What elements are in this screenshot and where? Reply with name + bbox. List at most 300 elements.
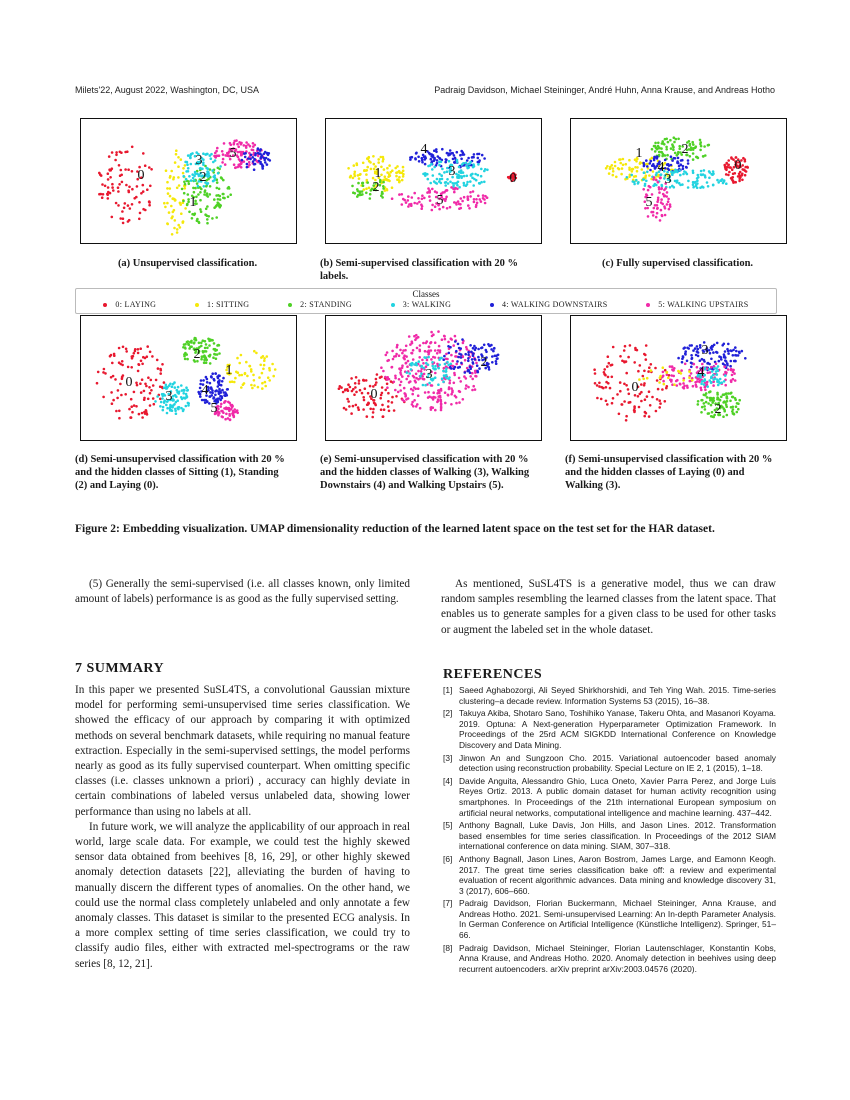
- embedding-point: [208, 355, 211, 358]
- embedding-point: [197, 185, 200, 188]
- embedding-point: [382, 185, 385, 188]
- legend-title: Classes: [412, 289, 440, 299]
- embedding-point: [625, 415, 628, 418]
- embedding-point: [723, 179, 726, 182]
- embedding-point: [429, 153, 432, 156]
- embedding-point: [253, 350, 256, 353]
- embedding-point: [660, 198, 663, 201]
- embedding-point: [194, 171, 197, 174]
- legend-label: 5: WALKING UPSTAIRS: [658, 300, 749, 309]
- embedding-point: [660, 209, 663, 212]
- embedding-point: [207, 338, 210, 341]
- embedding-point: [366, 166, 369, 169]
- embedding-point: [412, 349, 415, 352]
- embedding-point: [107, 197, 110, 200]
- embedding-point: [663, 205, 666, 208]
- embedding-point: [706, 181, 709, 184]
- embedding-point: [688, 376, 691, 379]
- embedding-point: [107, 172, 110, 175]
- embedding-point: [438, 161, 441, 164]
- embedding-point: [735, 405, 738, 408]
- embedding-point: [109, 355, 112, 358]
- cluster-label: 0: [125, 375, 133, 390]
- embedding-point: [392, 358, 395, 361]
- embedding-point: [724, 350, 727, 353]
- embedding-point: [658, 406, 661, 409]
- embedding-point: [690, 344, 693, 347]
- embedding-point: [222, 153, 225, 156]
- embedding-point: [477, 157, 480, 160]
- embedding-point: [741, 179, 744, 182]
- embedding-point: [401, 203, 404, 206]
- embedding-point: [660, 184, 663, 187]
- embedding-point: [430, 331, 433, 334]
- embedding-point: [170, 409, 173, 412]
- embedding-point: [198, 342, 201, 345]
- reference-item: [443, 820, 776, 852]
- embedding-point: [222, 158, 225, 161]
- embedding-point: [399, 371, 402, 374]
- embedding-point: [666, 385, 669, 388]
- embedding-point: [661, 388, 664, 391]
- embedding-point: [219, 198, 222, 201]
- embedding-point: [667, 141, 670, 144]
- embedding-point: [482, 194, 485, 197]
- embedding-point: [431, 384, 434, 387]
- embedding-point: [366, 415, 369, 418]
- embedding-point: [458, 207, 461, 210]
- embedding-point: [433, 166, 436, 169]
- embedding-point: [219, 395, 222, 398]
- embedding-point: [138, 218, 141, 221]
- embedding-point: [639, 161, 642, 164]
- section-title-summary: 7 SUMMARY: [75, 661, 165, 676]
- embedding-point: [728, 171, 731, 174]
- embedding-point: [457, 181, 460, 184]
- cluster-label: 2: [193, 347, 201, 362]
- embedding-point: [734, 346, 737, 349]
- embedding-point: [478, 182, 481, 185]
- embedding-point: [691, 379, 694, 382]
- embedding-point: [424, 391, 427, 394]
- embedding-point: [96, 382, 99, 385]
- embedding-point: [222, 179, 225, 182]
- embedding-point: [483, 344, 486, 347]
- embedding-point: [182, 175, 185, 178]
- embedding-point: [350, 377, 353, 380]
- caption-f: (f) Semi-unsupervised classification with 20 % and the hidden classes of Laying (0) and Walking (3).: [565, 454, 773, 491]
- embedding-point: [643, 165, 646, 168]
- embedding-point: [677, 138, 680, 141]
- embedding-point: [455, 396, 458, 399]
- embedding-point: [714, 377, 717, 380]
- embedding-point: [658, 399, 661, 402]
- embedding-point: [373, 163, 376, 166]
- embedding-point: [464, 371, 467, 374]
- embedding-point: [635, 175, 638, 178]
- embedding-point: [350, 175, 353, 178]
- embedding-point: [150, 168, 153, 171]
- embedding-point: [217, 344, 220, 347]
- embedding-point: [436, 352, 439, 355]
- embedding-point: [173, 209, 176, 212]
- embedding-point: [146, 188, 149, 191]
- embedding-point: [462, 171, 465, 174]
- embedding-point: [449, 363, 452, 366]
- embedding-point: [161, 393, 164, 396]
- embedding-point: [429, 164, 432, 167]
- embedding-point: [430, 408, 433, 411]
- embedding-point: [677, 357, 680, 360]
- embedding-point: [267, 376, 270, 379]
- embedding-point: [655, 179, 658, 182]
- embedding-point: [252, 142, 255, 145]
- embedding-point: [181, 188, 184, 191]
- embedding-point: [253, 158, 256, 161]
- embedding-point: [449, 149, 452, 152]
- embedding-point: [368, 187, 371, 190]
- embedding-point: [205, 167, 208, 170]
- embedding-point: [656, 155, 659, 158]
- embedding-point: [483, 170, 486, 173]
- embedding-point: [623, 361, 626, 364]
- embedding-point: [623, 400, 626, 403]
- embedding-point: [707, 372, 710, 375]
- embedding-point: [184, 187, 187, 190]
- embedding-point: [221, 410, 224, 413]
- running-header-left: Milets'22, August 2022, Washington, DC, USA: [75, 85, 259, 95]
- embedding-point: [249, 365, 252, 368]
- embedding-point: [449, 206, 452, 209]
- embedding-point: [610, 364, 613, 367]
- figure-caption: Figure 2: Embedding visualization. UMAP dimensionality reduction of the learned latent space on the test set for the HAR dataset.: [75, 523, 715, 535]
- embedding-point: [184, 347, 187, 350]
- embedding-point: [710, 415, 713, 418]
- embedding-point: [146, 355, 149, 358]
- embedding-point: [682, 382, 685, 385]
- embedding-point: [137, 348, 140, 351]
- running-header-right: Padraig Davidson, Michael Steininger, André Huhn, Anna Krause, and Andreas Hotho: [434, 85, 775, 95]
- embedding-point: [632, 180, 635, 183]
- embedding-point: [623, 383, 626, 386]
- embedding-point: [434, 376, 437, 379]
- embedding-point: [401, 364, 404, 367]
- embedding-point: [716, 380, 719, 383]
- embedding-point: [646, 395, 649, 398]
- embedding-point: [121, 210, 124, 213]
- embedding-point: [726, 400, 729, 403]
- embedding-point: [240, 154, 243, 157]
- embedding-point: [396, 171, 399, 174]
- cluster-label: 3: [448, 164, 456, 179]
- embedding-point: [676, 384, 679, 387]
- embedding-point: [711, 370, 714, 373]
- embedding-point: [630, 174, 633, 177]
- embedding-point: [176, 187, 179, 190]
- embedding-point: [697, 176, 700, 179]
- embedding-point: [466, 195, 469, 198]
- embedding-point: [338, 387, 341, 390]
- embedding-point: [467, 157, 470, 160]
- embedding-point: [723, 393, 726, 396]
- embedding-point: [216, 398, 219, 401]
- embedding-point: [263, 357, 266, 360]
- embedding-point: [690, 146, 693, 149]
- embedding-point: [207, 182, 210, 185]
- embedding-point: [200, 358, 203, 361]
- embedding-point: [142, 184, 145, 187]
- embedding-point: [181, 398, 184, 401]
- embedding-point: [401, 193, 404, 196]
- embedding-point: [670, 380, 673, 383]
- embedding-point: [427, 353, 430, 356]
- embedding-point: [611, 402, 614, 405]
- reference-item: [443, 776, 776, 818]
- embedding-point: [458, 377, 461, 380]
- embedding-point: [137, 363, 140, 366]
- embedding-point: [353, 173, 356, 176]
- embedding-point: [491, 355, 494, 358]
- embedding-point: [463, 175, 466, 178]
- embedding-point: [114, 378, 117, 381]
- embedding-point: [710, 358, 713, 361]
- embedding-point: [723, 366, 726, 369]
- embedding-point: [469, 367, 472, 370]
- embedding-point: [700, 383, 703, 386]
- embedding-point: [243, 144, 246, 147]
- embedding-point: [427, 356, 430, 359]
- embedding-point: [264, 151, 267, 154]
- embedding-point: [463, 375, 466, 378]
- embedding-point: [238, 362, 241, 365]
- embedding-point: [741, 350, 744, 353]
- embedding-point: [380, 394, 383, 397]
- embedding-point: [109, 192, 112, 195]
- embedding-point: [720, 396, 723, 399]
- embedding-point: [444, 184, 447, 187]
- embedding-point: [655, 216, 658, 219]
- embedding-point: [259, 149, 262, 152]
- embedding-point: [417, 387, 420, 390]
- embedding-point: [209, 185, 212, 188]
- embedding-point: [673, 141, 676, 144]
- section-title-references: REFERENCES: [443, 667, 543, 682]
- embedding-point: [209, 193, 212, 196]
- embedding-point: [185, 178, 188, 181]
- legend-item: [288, 300, 352, 309]
- embedding-point: [644, 354, 647, 357]
- embedding-point: [146, 413, 149, 416]
- embedding-point: [436, 159, 439, 162]
- classes-legend: [75, 288, 777, 314]
- embedding-point: [422, 173, 425, 176]
- embedding-point: [354, 386, 357, 389]
- embedding-point: [420, 372, 423, 375]
- embedding-point: [608, 172, 611, 175]
- embedding-point: [739, 176, 742, 179]
- embedding-point: [470, 351, 473, 354]
- embedding-point: [460, 356, 463, 359]
- embedding-point: [455, 350, 458, 353]
- embedding-point: [138, 201, 141, 204]
- embedding-point: [115, 151, 118, 154]
- embedding-point: [148, 204, 151, 207]
- embedding-point: [618, 413, 621, 416]
- embedding-point: [117, 190, 120, 193]
- embedding-point: [455, 402, 458, 405]
- embedding-point: [636, 170, 639, 173]
- embedding-point: [640, 400, 643, 403]
- embedding-point: [274, 368, 277, 371]
- embedding-point: [122, 346, 125, 349]
- embedding-point: [254, 154, 257, 157]
- embedding-point: [607, 376, 610, 379]
- embedding-point: [173, 227, 176, 230]
- embedding-point: [619, 162, 622, 165]
- embedding-point: [121, 360, 124, 363]
- embedding-point: [401, 179, 404, 182]
- embedding-point: [702, 155, 705, 158]
- embedding-point: [495, 362, 498, 365]
- embedding-point: [477, 195, 480, 198]
- embedding-point: [679, 174, 682, 177]
- embedding-point: [163, 202, 166, 205]
- embedding-point: [379, 397, 382, 400]
- embedding-point: [692, 349, 695, 352]
- embedding-point: [240, 151, 243, 154]
- embedding-point: [209, 362, 212, 365]
- legend-label: 0: LAYING: [115, 300, 157, 309]
- embedding-point: [124, 151, 127, 154]
- embedding-point: [365, 173, 368, 176]
- embedding-point: [218, 388, 221, 391]
- embedding-point: [171, 215, 174, 218]
- embedding-point: [362, 182, 365, 185]
- embedding-point: [381, 191, 384, 194]
- embedding-point: [698, 381, 701, 384]
- embedding-point: [438, 364, 441, 367]
- embedding-point: [382, 187, 385, 190]
- embedding-point: [193, 191, 196, 194]
- embedding-point: [732, 354, 735, 357]
- embedding-point: [140, 360, 143, 363]
- embedding-point: [703, 383, 706, 386]
- reference-text: Jinwon An and Sungzoon Cho. 2015. Variational autoencoder based anomaly detection using reconstruction probability. Special Lecture on IE 2, 1 (2015), 1–18.: [459, 752, 776, 774]
- embedding-point: [436, 178, 439, 181]
- embedding-point: [443, 355, 446, 358]
- embedding-point: [245, 361, 248, 364]
- embedding-point: [424, 384, 427, 387]
- embedding-point: [212, 356, 215, 359]
- embedding-point: [719, 179, 722, 182]
- embedding-point: [680, 163, 683, 166]
- embedding-point: [114, 159, 117, 162]
- embedding-point: [170, 170, 173, 173]
- embedding-point: [219, 204, 222, 207]
- embedding-point: [204, 340, 207, 343]
- embedding-point: [467, 198, 470, 201]
- embedding-point: [733, 372, 736, 375]
- embedding-point: [190, 163, 193, 166]
- embedding-point: [418, 160, 421, 163]
- embedding-point: [430, 158, 433, 161]
- embedding-point: [421, 161, 424, 164]
- embedding-point: [609, 166, 612, 169]
- embedding-point: [664, 369, 667, 372]
- embedding-point: [627, 388, 630, 391]
- embedding-point: [593, 368, 596, 371]
- embedding-point: [692, 148, 695, 151]
- embedding-point: [171, 233, 174, 236]
- embedding-point: [360, 193, 363, 196]
- embedding-point: [98, 193, 101, 196]
- embedding-point: [133, 404, 136, 407]
- embedding-point: [188, 183, 191, 186]
- embedding-point: [428, 195, 431, 198]
- embedding-point: [407, 360, 410, 363]
- caption-e: (e) Semi-unsupervised classification with 20 % and the hidden classes of Walking (3), Walking Downstairs (4) and Walking Upstairs (5).: [320, 454, 530, 491]
- embedding-point: [486, 196, 489, 199]
- embedding-point: [417, 197, 420, 200]
- embedding-point: [679, 383, 682, 386]
- embedding-point: [459, 203, 462, 206]
- embedding-point: [731, 168, 734, 171]
- embedding-point: [606, 365, 609, 368]
- embedding-point: [463, 196, 466, 199]
- embedding-point: [447, 341, 450, 344]
- embedding-point: [467, 360, 470, 363]
- embedding-point: [178, 184, 181, 187]
- embedding-point: [475, 179, 478, 182]
- embedding-point: [700, 170, 703, 173]
- embedding-point: [666, 371, 669, 374]
- legend-dot-icon: [391, 303, 395, 307]
- embedding-point: [687, 186, 690, 189]
- embedding-point: [686, 385, 689, 388]
- embedding-point: [724, 371, 727, 374]
- embedding-point: [457, 366, 460, 369]
- embedding-point: [649, 162, 652, 165]
- embedding-point: [699, 359, 702, 362]
- embedding-point: [666, 191, 669, 194]
- cluster-label: 0: [509, 171, 517, 186]
- embedding-point: [478, 161, 481, 164]
- embedding-point: [722, 362, 725, 365]
- embedding-point: [437, 383, 440, 386]
- embedding-point: [440, 409, 443, 412]
- embedding-point: [445, 353, 448, 356]
- embedding-point: [125, 348, 128, 351]
- embedding-point: [395, 395, 398, 398]
- embedding-point: [660, 188, 663, 191]
- embedding-point: [104, 185, 107, 188]
- embedding-point: [447, 378, 450, 381]
- embedding-point: [718, 355, 721, 358]
- embedding-point: [699, 139, 702, 142]
- embedding-point: [152, 397, 155, 400]
- embedding-point: [383, 408, 386, 411]
- embedding-point: [383, 168, 386, 171]
- embedding-point: [210, 339, 213, 342]
- embedding-point: [669, 139, 672, 142]
- embedding-point: [399, 367, 402, 370]
- embedding-point: [184, 164, 187, 167]
- embedding-point: [192, 187, 195, 190]
- embedding-point: [442, 370, 445, 373]
- embedding-point: [204, 213, 207, 216]
- embedding-point: [423, 197, 426, 200]
- embedding-point: [144, 209, 147, 212]
